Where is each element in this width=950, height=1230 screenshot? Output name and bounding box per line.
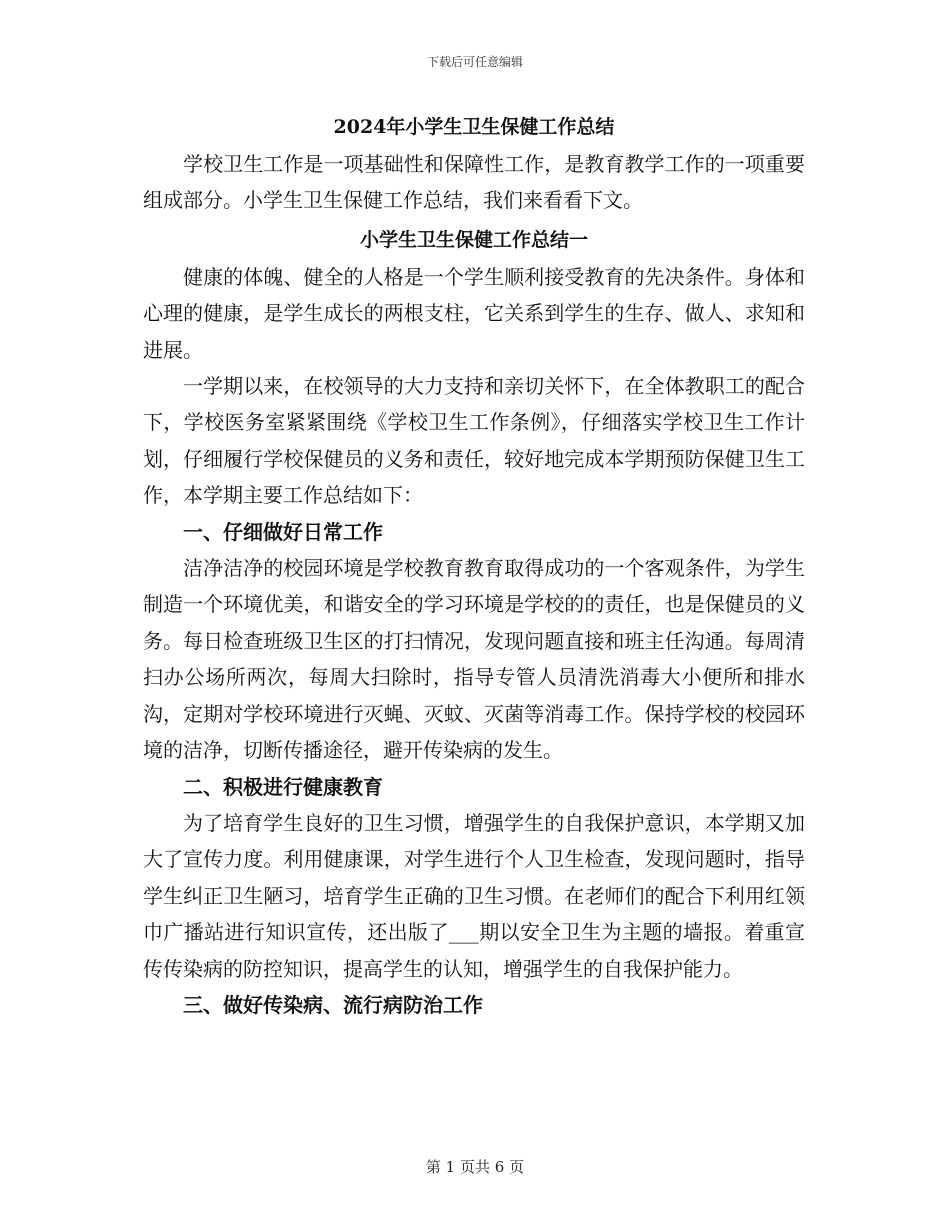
intro-paragraph: 学校卫生工作是一项基础性和保障性工作，是教育教学工作的一项重要组成部分。小学生卫生保健工作总结，我们来看看下文。 — [143, 152, 805, 213]
document-body — [143, 110, 805, 1023]
section-heading-2: 二、积极进行健康教育 — [183, 774, 383, 799]
section-subtitle: 小学生卫生保健工作总结一 — [359, 228, 588, 251]
page-header: 下载后可任意编辑 — [426, 55, 523, 69]
document-title: 2024年小学生卫生保健工作总结 — [333, 116, 615, 138]
page-footer: 第 1 页共 6 页 — [425, 1158, 525, 1176]
paragraph-3: 洁净洁净的校园环境是学校教育教育取得成功的一个客观条件，为学生制造一个环境优美，和谐安全的学习环境是学校的的责任，也是保健员的义务。每日检查班级卫生区的打扫情况，发现问题直接和班主任沟通。每周清扫办公场所两次，每周大扫除时，指导专管人员清洗消毒大小便所和排水沟，定期对学校环境进行灭蝇、灭蚊、灭菌等消毒工作。保持学校的校园环境的洁净，切断传播途径，避开传染病的发生。 — [143, 556, 805, 763]
paragraph-4: 为了培育学生良好的卫生习惯，增强学生的自我保护意识，本学期又加大了宣传力度。利用健康课，对学生进行个人卫生检查，发现问题时，指导学生纠正卫生陋习，培育学生正确的卫生习惯。在老师们的配合下利用红领巾广播站进行知识宣传，还出版了___期以安全卫生为主题的墙报。着重宣传传染病的防控知识，提高学生的认知，增强学生的自我保护能力。 — [143, 810, 805, 981]
section-heading-3: 三、做好传染病、流行病防治工作 — [183, 992, 483, 1017]
paragraph-1: 健康的体魄、健全的人格是一个学生顺利接受教育的先决条件。身体和心理的健康，是学生成长的两根支柱，它关系到学生的生存、做人、求知和进展。 — [143, 264, 805, 362]
paragraph-2: 一学期以来，在校领导的大力支持和亲切关怀下，在全体教职工的配合下，学校医务室紧紧围绕《学校卫生工作条例》，仔细落实学校卫生工作计划，仔细履行学校保健员的义务和责任，较好地完成本学期预防保健卫生工作，本学期主要工作总结如下： — [143, 374, 805, 508]
section-heading-1: 一、仔细做好日常工作 — [183, 519, 383, 544]
